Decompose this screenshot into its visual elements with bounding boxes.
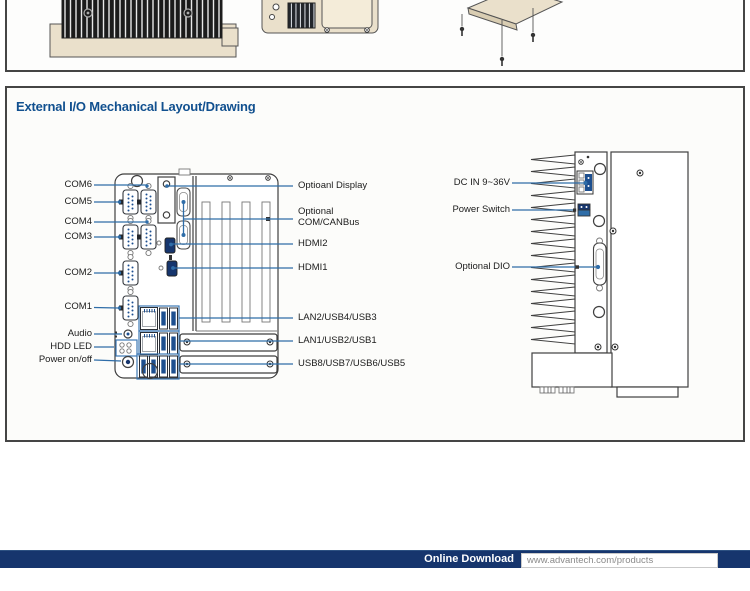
callout-label-hdd-led: HDD LED xyxy=(50,341,92,352)
callout-label-optional-display: Optioanl Display xyxy=(298,180,368,191)
callout-label-optional-dio: Optional DIO xyxy=(455,261,510,272)
callout-label-hdmi1: HDMI1 xyxy=(298,262,328,273)
callout-label-power-onoff: Power on/off xyxy=(38,354,92,365)
callout-label-com4: COM4 xyxy=(64,216,92,227)
external-io-panel xyxy=(5,86,745,442)
callout-label-com1: COM1 xyxy=(64,301,92,312)
callout-label-com3: COM3 xyxy=(64,231,92,242)
callout-label-com5: COM5 xyxy=(64,196,92,207)
callout-label-usb8-usb7-usb6-usb5: USB8/USB7/USB6/USB5 xyxy=(298,358,406,369)
callout-label-audio: Audio xyxy=(67,328,92,339)
callout-label-com6: COM6 xyxy=(64,179,92,190)
callout-label-lan1-usb2-usb1: LAN1/USB2/USB1 xyxy=(298,335,377,346)
online-download-label: Online Download xyxy=(424,553,514,565)
download-url: www.advantech.com/products xyxy=(521,553,718,568)
callout-label-com2: COM2 xyxy=(64,267,92,278)
callout-label-lan2-usb4-usb3: LAN2/USB4/USB3 xyxy=(298,312,377,323)
top-panel-partial xyxy=(5,0,745,72)
callout-label-dc-in: DC IN 9~36V xyxy=(453,177,510,188)
callout-label-power-switch: Power Switch xyxy=(452,204,510,215)
callout-label-optional-com-canbus: Optional COM/CANBus xyxy=(298,206,360,228)
section-title: External I/O Mechanical Layout/Drawing xyxy=(16,99,256,114)
callout-label-hdmi2: HDMI2 xyxy=(298,238,328,249)
footer-bar xyxy=(0,550,750,568)
